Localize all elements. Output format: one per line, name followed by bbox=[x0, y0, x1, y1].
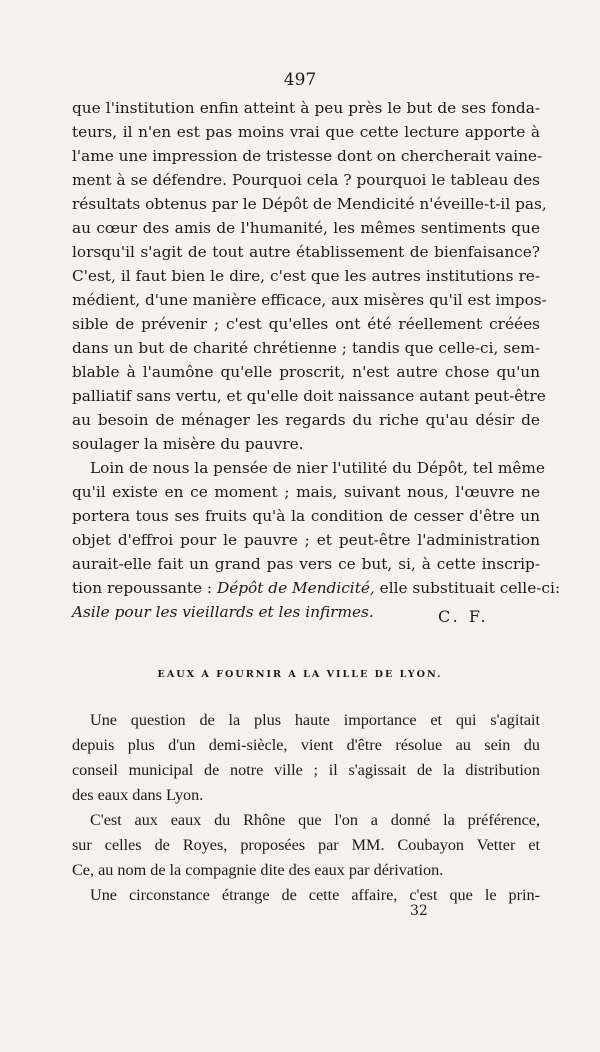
text-line: portera tous ses fruits qu'à la condition de cesser d'être un bbox=[72, 507, 540, 525]
page-number: 497 bbox=[283, 70, 317, 90]
text-fragment: elle substituait celle-ci: bbox=[379, 579, 561, 597]
text-line: Une question de la plus haute importance et qui s'agitait bbox=[90, 711, 540, 729]
text-line: depuis plus d'un demi-siècle, vient d'être résolue au sein du bbox=[72, 736, 540, 754]
signature-mark: 32 bbox=[410, 903, 428, 919]
text-block-2 bbox=[72, 708, 540, 908]
text-line: qu'il existe en ce moment ; mais, suivant nous, l'œuvre ne bbox=[72, 483, 540, 501]
text-line: dans un but de charité chrétienne ; tandis que celle-ci, sem- bbox=[72, 339, 540, 357]
text-line: conseil municipal de notre ville ; il s'agissait de la distribution bbox=[72, 761, 540, 779]
text-line: Une circonstance étrange de cette affaire, c'est que le prin- bbox=[90, 886, 540, 904]
text-line: que l'institution enfin atteint à peu près le but de ses fonda- bbox=[72, 99, 540, 117]
text-fragment: tion repoussante : bbox=[72, 579, 213, 597]
text-line: sur celles de Royes, proposées par MM. Coubayon Vetter et bbox=[72, 836, 540, 854]
text-line: Ce, au nom de la compagnie dite des eaux par dérivation. bbox=[72, 861, 444, 879]
text-line bbox=[72, 576, 561, 600]
text-block-1 bbox=[72, 96, 561, 624]
text-line: Loin de nous la pensée de nier l'utilité du Dépôt, tel même bbox=[90, 459, 545, 477]
text-line: des eaux dans Lyon. bbox=[72, 786, 204, 804]
text-line: sible de prévenir ; c'est qu'elles ont été réellement créées bbox=[72, 315, 540, 333]
text-line: objet d'effroi pour le pauvre ; et peut-être l'administration bbox=[72, 531, 540, 549]
signature: C. F. bbox=[438, 607, 489, 626]
text-line: blable à l'aumône qu'elle proscrit, n'est autre chose qu'un bbox=[72, 363, 540, 381]
italic-phrase: Dépôt de Mendicité, bbox=[216, 579, 375, 597]
text-line: au cœur des amis de l'humanité, les mêmes sentiments que bbox=[72, 219, 540, 237]
text-line: soulager la misère du pauvre. bbox=[72, 435, 304, 453]
text-line: au besoin de ménager les regards du riche qu'au désir de bbox=[72, 411, 540, 429]
text-line: ment à se défendre. Pourquoi cela ? pourquoi le tableau des bbox=[72, 171, 540, 189]
section-heading: EAUX A FOURNIR A LA VILLE DE LYON. bbox=[157, 669, 443, 680]
italic-phrase: Asile pour les vieillards et les infirmes. bbox=[72, 603, 374, 621]
text-line: lorsqu'il s'agit de tout autre établissement de bienfaisance? bbox=[72, 243, 540, 261]
text-line: teurs, il n'en est pas moins vrai que cette lecture apporte à bbox=[72, 123, 540, 141]
text-line: palliatif sans vertu, et qu'elle doit naissance autant peut-être bbox=[72, 387, 546, 405]
text-line: l'ame une impression de tristesse dont on chercherait vaine- bbox=[72, 147, 543, 165]
text-line: résultats obtenus par le Dépôt de Mendicité n'éveille-t-il pas, bbox=[72, 195, 547, 213]
text-line: aurait-elle fait un grand pas vers ce but, si, à cette inscrip- bbox=[72, 555, 540, 573]
text-line: médient, d'une manière efficace, aux misères qu'il est impos- bbox=[72, 291, 547, 309]
text-line: C'est aux eaux du Rhône que l'on a donné la préférence, bbox=[90, 811, 540, 829]
text-line: C'est, il faut bien le dire, c'est que les autres institutions re- bbox=[72, 267, 540, 285]
